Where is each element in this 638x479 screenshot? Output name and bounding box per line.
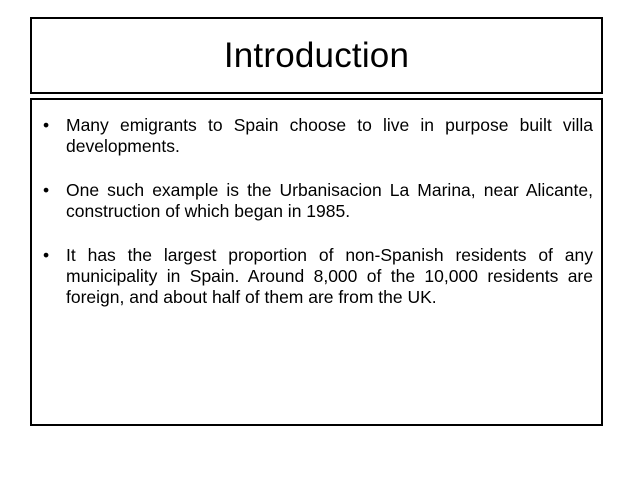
- title-box: [30, 17, 603, 94]
- bullet-text: It has the largest proportion of non-Spanish residents of any municipality in Spain. Around 8,000 of the 10,000 residents are foreign, and about half of them are from the UK.: [66, 245, 593, 307]
- bullet-item: [40, 180, 593, 222]
- bullet-text: One such example is the Urbanisacion La Marina, near Alicante, construction of which began in 1985.: [66, 180, 593, 221]
- bullet-item: [40, 245, 593, 308]
- bullet-marker: •: [43, 115, 50, 135]
- bullet-marker: •: [43, 245, 50, 265]
- bullet-marker: •: [43, 180, 50, 200]
- content-box: [30, 98, 603, 426]
- bullet-item: [40, 115, 593, 157]
- bullet-list: [40, 115, 593, 308]
- bullet-text: Many emigrants to Spain choose to live in purpose built villa developments.: [66, 115, 593, 156]
- slide-title: Introduction: [223, 36, 410, 75]
